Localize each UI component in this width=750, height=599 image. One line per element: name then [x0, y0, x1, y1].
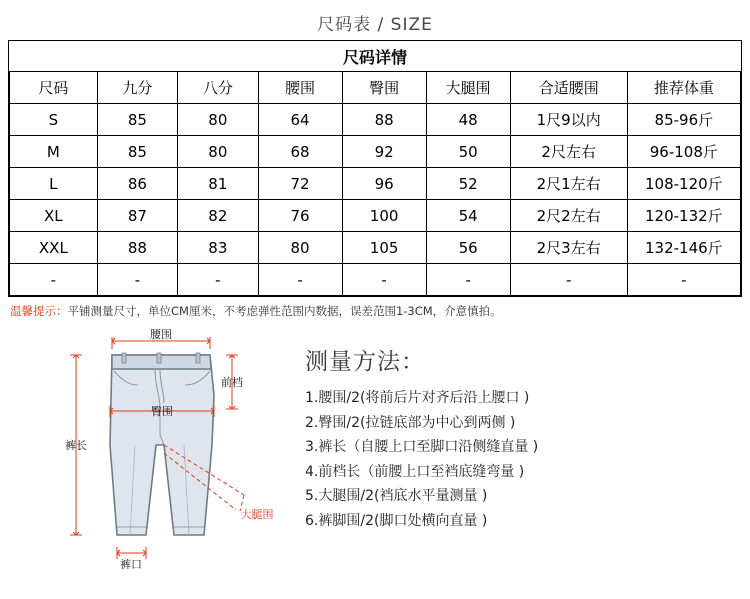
table-cell: 132-146斤 — [627, 232, 740, 264]
pants-measurement-diagram — [14, 325, 299, 575]
table-cell: - — [10, 264, 98, 296]
table-row — [10, 200, 741, 232]
table-caption: 尺码详情 — [10, 41, 741, 72]
table-caption-row — [10, 41, 741, 72]
table-cell: 68 — [258, 136, 342, 168]
table-cell: 54 — [426, 200, 510, 232]
table-cell: 2尺2左右 — [510, 200, 627, 232]
column-header: 臀围 — [342, 72, 426, 104]
table-cell: 2尺1左右 — [510, 168, 627, 200]
measurement-note — [10, 303, 740, 319]
table-cell: 87 — [97, 200, 177, 232]
column-header: 八分 — [178, 72, 258, 104]
table-cell: 81 — [178, 168, 258, 200]
table-cell: 82 — [178, 200, 258, 232]
table-cell: 86 — [97, 168, 177, 200]
table-cell: 50 — [426, 136, 510, 168]
list-item: 2.臀围/2(拉链底部为中心到两侧 ) — [305, 414, 516, 431]
column-header: 大腿围 — [426, 72, 510, 104]
page-title: 尺码表 / SIZE — [317, 15, 433, 35]
table-cell: 48 — [426, 104, 510, 136]
size-table-body — [10, 41, 741, 296]
table-cell: 96-108斤 — [627, 136, 740, 168]
table-cell: 85-96斤 — [627, 104, 740, 136]
table-row — [10, 232, 741, 264]
table-cell: 85 — [97, 136, 177, 168]
size-table — [9, 41, 741, 296]
table-cell: 105 — [342, 232, 426, 264]
table-cell: 76 — [258, 200, 342, 232]
column-header: 推荐体重 — [627, 72, 740, 104]
table-cell: 83 — [178, 232, 258, 264]
table-row — [10, 136, 741, 168]
table-cell: 2尺左右 — [510, 136, 627, 168]
table-cell: 88 — [97, 232, 177, 264]
measurement-method-list — [305, 386, 750, 533]
table-cell: 1尺9以内 — [510, 104, 627, 136]
table-cell: - — [258, 264, 342, 296]
table-cell: 96 — [342, 168, 426, 200]
column-header: 九分 — [97, 72, 177, 104]
size-table-container — [8, 40, 742, 297]
table-cell: 80 — [178, 136, 258, 168]
table-cell: S — [10, 104, 98, 136]
label-hem: 裤口 — [120, 558, 142, 571]
column-header: 尺码 — [10, 72, 98, 104]
column-header: 腰围 — [258, 72, 342, 104]
column-header: 合适腰围 — [510, 72, 627, 104]
table-cell: - — [97, 264, 177, 296]
table-cell: 120-132斤 — [627, 200, 740, 232]
table-row — [10, 168, 741, 200]
table-cell: 100 — [342, 200, 426, 232]
pants-diagram-svg — [14, 325, 299, 575]
list-item: 6.裤脚围/2(脚口处横向直量 ) — [305, 512, 488, 529]
label-pant-length: 裤长 — [65, 439, 87, 452]
label-front-rise: 前档 — [221, 376, 243, 389]
list-item: 3.裤长（自腰上口至脚口沿侧缝直量 ) — [305, 439, 539, 455]
table-cell: 56 — [426, 232, 510, 264]
table-row — [10, 264, 741, 296]
list-item: 4.前档长（前腰上口至裆底缝弯量 ) — [305, 463, 525, 480]
table-cell: 64 — [258, 104, 342, 136]
table-cell: - — [426, 264, 510, 296]
lower-section — [0, 325, 750, 575]
table-cell: 80 — [178, 104, 258, 136]
table-cell: XL — [10, 200, 98, 232]
table-row — [10, 104, 741, 136]
table-cell: - — [342, 264, 426, 296]
table-cell: 92 — [342, 136, 426, 168]
table-cell: 108-120斤 — [627, 168, 740, 200]
label-thigh: 大腿围 — [240, 508, 274, 521]
table-cell: - — [510, 264, 627, 296]
note-warning-label: 温馨提示： — [10, 304, 68, 318]
table-cell: L — [10, 168, 98, 200]
table-cell: 72 — [258, 168, 342, 200]
table-cell: XXL — [10, 232, 98, 264]
table-cell: 88 — [342, 104, 426, 136]
table-header-row — [10, 72, 741, 104]
table-cell: - — [627, 264, 740, 296]
note-text: 平铺测量尺寸，单位CM厘米，不考虑弹性范围内数据，误差范围1-3CM，介意慎拍。 — [67, 304, 502, 318]
pants-illustration — [110, 353, 214, 535]
label-hip: 臀围 — [151, 405, 173, 418]
table-cell: 80 — [258, 232, 342, 264]
measurement-method-title: 测量方法： — [305, 349, 425, 375]
list-item: 5.大腿围/2(裆底水平量测量 ) — [305, 488, 488, 504]
table-cell: 52 — [426, 168, 510, 200]
table-cell: M — [10, 136, 98, 168]
table-cell: 85 — [97, 104, 177, 136]
measurement-method-section — [299, 325, 750, 575]
table-cell: - — [178, 264, 258, 296]
list-item: 1.腰围/2(将前后片对齐后沿上腰口 ) — [305, 390, 530, 406]
label-waist: 腰围 — [150, 328, 172, 341]
table-cell: 2尺3左右 — [510, 232, 627, 264]
